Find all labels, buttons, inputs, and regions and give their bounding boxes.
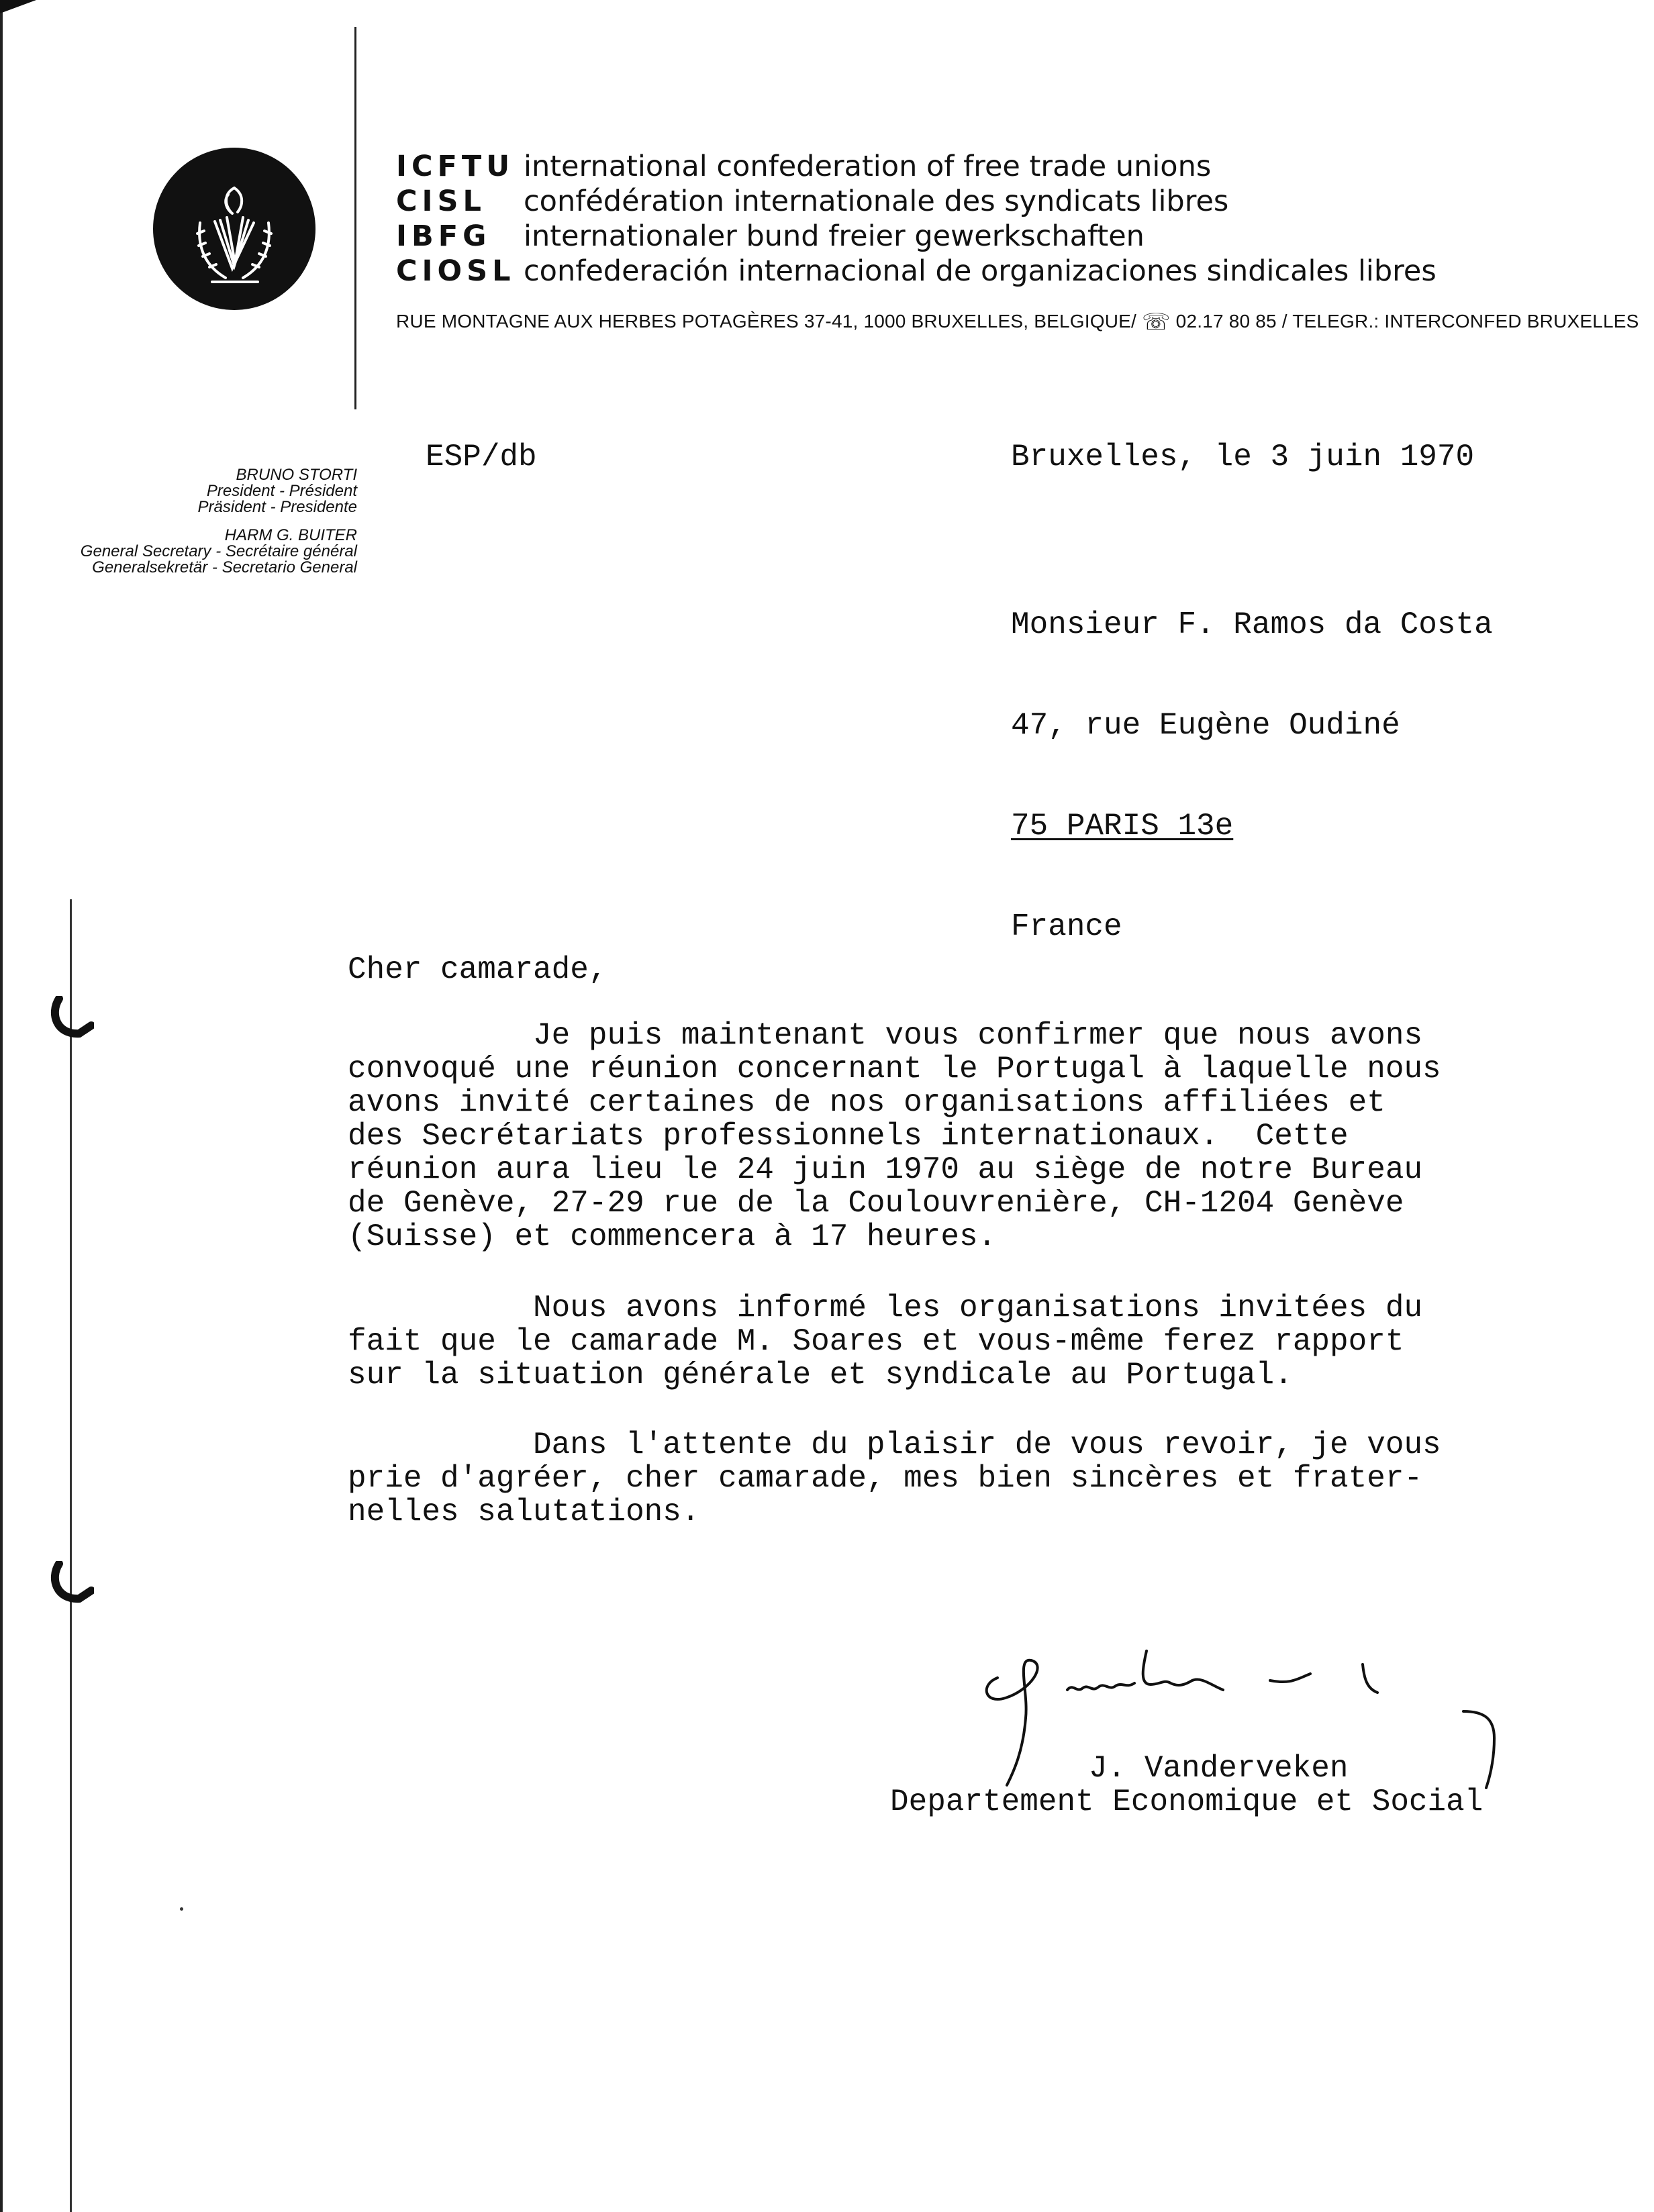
- corner-mark: [0, 0, 36, 13]
- org-line-icftu: [396, 149, 1437, 184]
- officials-block: [81, 467, 357, 576]
- paragraph-3: Dans l'attente du plaisir de vous revoir, je vous prie d'agréer, cher camarade, mes bien sincères et frater- nelles salutations.: [348, 1427, 1441, 1529]
- recipient-address: [1011, 541, 1493, 1011]
- org-name: confédération internationale des syndicats libres: [524, 185, 1229, 218]
- reference: ESP/db: [426, 440, 537, 474]
- org-name: internationaler bund freier gewerkschaften: [524, 219, 1145, 253]
- president-name: BRUNO STORTI: [236, 466, 357, 484]
- org-abbr: CIOSL: [396, 254, 516, 288]
- secretary-title: General Secretary - Secrétaire général: [80, 542, 357, 560]
- org-abbr: CISL: [396, 185, 486, 218]
- paper-speck: [180, 1907, 183, 1911]
- org-line-ibfg: [396, 219, 1437, 254]
- icftu-logo: [153, 148, 315, 310]
- recipient-city: 75 PARIS 13e: [1011, 809, 1234, 844]
- secretary-title: Generalsekretär - Secretario General: [92, 558, 357, 576]
- recipient-line: [1011, 809, 1493, 843]
- org-name: confederación internacional de organizaciones sindicales libres: [524, 254, 1437, 288]
- page-edge: [0, 0, 3, 2212]
- recipient-line: Monsieur F. Ramos da Costa: [1011, 607, 1493, 642]
- secretary-name: HARM G. BUITER: [224, 526, 357, 544]
- binder-hole-bottom: [47, 1561, 94, 1608]
- binder-line: [70, 899, 72, 2212]
- letter-date: Bruxelles, le 3 juin 1970: [1011, 440, 1475, 474]
- recipient-line: France: [1011, 909, 1122, 944]
- salutation: Cher camarade,: [348, 952, 607, 987]
- binder-hole-top: [47, 996, 94, 1043]
- address-text: RUE MONTAGNE AUX HERBES POTAGÈRES 37-41, 1000 BRUXELLES, BELGIQUE/: [396, 311, 1136, 332]
- org-abbr: IBFG: [396, 219, 491, 253]
- telephone-icon: ☏: [1141, 309, 1171, 335]
- header-divider: [354, 27, 356, 409]
- org-name: international confederation of free trade unions: [524, 150, 1212, 183]
- president-title: Präsident - Presidente: [197, 498, 357, 516]
- signatory-name: J. Vanderveken: [1089, 1751, 1349, 1786]
- org-abbr: ICFTU: [396, 150, 515, 183]
- org-line-ciosl: [396, 254, 1437, 289]
- phone-telegram-text: 02.17 80 85 / TELEGR.: INTERCONFED BRUXELLES: [1175, 311, 1639, 332]
- paragraph-1: Je puis maintenant vous confirmer que nous avons convoqué une réunion concernant le Portugal à laquelle nous avons invité certaines de nos organisations affiliées et des Secrétariats professionnels internationaux. Cette réunion aura lieu le 24 juin 1970 au siège de notre Bureau de Genève, 27-29 rue de la Coulouvrenière, CH-1204 Genève (Suisse) et commencera à 17 heures.: [348, 1018, 1441, 1254]
- paragraph-2: Nous avons informé les organisations invitées du fait que le camarade M. Soares et vous-même ferez rapport sur la situation générale et syndicale au Portugal.: [348, 1291, 1423, 1393]
- organization-names: [396, 149, 1437, 289]
- president-title: President - Président: [206, 482, 357, 500]
- org-line-cisl: [396, 184, 1437, 219]
- recipient-line: 47, rue Eugène Oudiné: [1011, 708, 1400, 743]
- signatory-department: Departement Economique et Social: [890, 1784, 1483, 1819]
- letterhead-address: [396, 309, 1639, 336]
